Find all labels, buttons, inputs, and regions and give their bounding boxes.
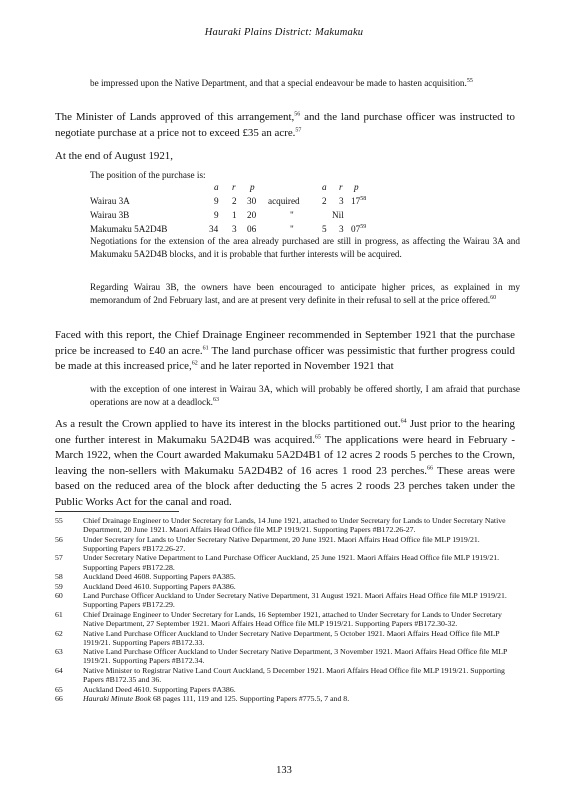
- cell: 3: [339, 224, 344, 234]
- footnotes: [55, 516, 515, 704]
- body-text: and he later reported in November 1921 that: [197, 360, 394, 372]
- col-perches: p: [250, 182, 255, 192]
- ditto-mark: ": [290, 210, 294, 220]
- footnote-number: 58: [55, 572, 63, 582]
- running-header: Hauraki Plains District: Makumaku: [204, 27, 364, 38]
- footnote-number: 55: [55, 516, 63, 525]
- cell: 34: [209, 224, 219, 234]
- footnote-text: 68 pages 111, 119 and 125. Supporting Papers #775.5, 7 and 8.: [151, 694, 350, 704]
- body-text: As a result the Crown applied to have its interest in the blocks partitioned out.: [55, 418, 401, 430]
- footnote: [55, 591, 515, 609]
- footnote-number: 61: [55, 609, 63, 619]
- cell: [351, 196, 366, 206]
- quote-paragraph: [90, 281, 520, 307]
- quote-paragraph: [90, 383, 520, 409]
- purchase-table: [90, 182, 430, 235]
- cell: [351, 224, 366, 234]
- footnote-text: Native Land Purchase Officer Auckland to Under Secretary Native Department, 3 November 1921. Maori Affairs Head Office file MLP 1919/21. Supporting Papers #B172.34.: [83, 647, 508, 666]
- footnote: [55, 516, 515, 534]
- cell: 2: [322, 196, 327, 206]
- footnote-ref: 57: [295, 126, 302, 133]
- footnote: [55, 553, 515, 571]
- footnote: [55, 610, 515, 628]
- footnote-number: 56: [55, 534, 63, 544]
- block-name: Makumaku 5A2D4B: [90, 224, 168, 234]
- footnote-text: Auckland Deed 4610. Supporting Papers #A386.: [83, 581, 236, 591]
- footnote-text: Under Secretary for Lands to Under Secretary Native Department, 20 June 1921. Maori Affairs Head Office file MLP 1919/21. Supporting Papers #B172.26-27.: [83, 534, 480, 553]
- footnote-ref: 55: [466, 77, 473, 84]
- body-paragraph: [55, 328, 515, 375]
- cell: 5: [322, 224, 327, 234]
- footnote-number: 57: [55, 553, 63, 563]
- col-roods: r: [232, 182, 236, 192]
- body-text: Faced with this report, the Chief Drainage Engineer recommended in September 1921 that the purchase price be increased to £40 an acre.: [55, 329, 515, 357]
- quote-text: Regarding Wairau 3B, the owners have been encouraged to anticipate higher prices, as explained in my memorandum of 2nd February last, and are at present very definite in their refusal to sell at the price offered.: [90, 282, 520, 305]
- block-name: Wairau 3A: [90, 196, 130, 206]
- footnote-ref: 59: [360, 223, 367, 230]
- footnote-number: 64: [55, 665, 63, 675]
- col-roods: r: [339, 182, 343, 192]
- footnote: [55, 535, 515, 553]
- footnote-text-italic: Hauraki Minute Book: [83, 694, 151, 704]
- footnote: [55, 666, 515, 684]
- col-acres: a: [322, 182, 327, 192]
- cell: 30: [247, 196, 257, 206]
- cell-value: 07: [351, 224, 361, 234]
- body-text: The Minister of Lands approved of this arrangement,: [55, 111, 295, 123]
- footnote-text: Chief Drainage Engineer to Under Secretary for Lands, 16 September 1921, attached to Under Secretary for Lands to Under Secretary Native Department, 27 September 1921. Maori Affairs Head Office file MLP 1919/21. Supporting Papers #B172.30-32.: [83, 609, 502, 629]
- footnote-text: Chief Drainage Engineer to Under Secretary for Lands, 14 June 1921, attached to Under Secretary for Lands to Under Secretary Native Department, 20 June 1921. Maori Affairs Head Office file MLP 1919/21. Supporting Papers #B172.26-27.: [83, 516, 506, 535]
- ditto-mark: ": [290, 224, 294, 234]
- cell: 20: [247, 210, 257, 220]
- footnote-ref: 58: [360, 195, 367, 202]
- footnote-text: Auckland Deed 4608. Supporting Papers #A385.: [83, 572, 236, 582]
- footnote-number: 62: [55, 628, 63, 638]
- footnote-number: 63: [55, 647, 63, 657]
- cell: 3: [339, 196, 344, 206]
- footnote-number: 65: [55, 684, 63, 694]
- footnote-number: 59: [55, 581, 63, 591]
- body-text: and the land purchase officer was instructed to negotiate purchase at a price not to exceed £35 an acre.: [55, 111, 515, 139]
- body-paragraph: [55, 417, 515, 510]
- footnote-number: 66: [55, 694, 63, 704]
- cell: 9: [214, 196, 219, 206]
- quote-text: with the exception of one interest in Wairau 3A, which will probably be offered shortly, I am afraid that purchase operations are now at a deadlock.: [90, 384, 520, 407]
- footnote: [55, 685, 515, 694]
- cell: 9: [214, 210, 219, 220]
- body-text: The applications were heard in February - March 1922, when the Court awarded Makumaku 5A2D4B1 of 12 acres 2 roods 5 perches to the Crown, leaving the non-sellers with Makumaku 5A2D4B2 of 16 acres 1 rood 23 perches.: [55, 433, 515, 477]
- page-number: 133: [276, 765, 292, 776]
- cell: acquired: [268, 196, 300, 206]
- footnote-ref: 64: [400, 418, 407, 425]
- footnote-text: Native Minister to Registrar Native Land Court Auckland, 5 December 1921. Maori Affairs Head Office file MLP 1919/21. Supporting Papers #B172.35 and 36.: [83, 665, 505, 685]
- block-name: Wairau 3B: [90, 210, 130, 220]
- body-paragraph: At the end of August 1921,: [55, 150, 173, 162]
- cell: 2: [232, 196, 237, 206]
- footnote: [55, 572, 515, 581]
- body-paragraph: [55, 110, 515, 141]
- footnote-ref: 65: [314, 433, 321, 440]
- footnote-ref: 66: [427, 464, 434, 471]
- col-perches: p: [354, 182, 359, 192]
- footnote-text: Under Secretary Native Department to Land Purchase Officer Auckland, 25 June 1921. Maori Affairs Head Office file MLP 1919/21. Supporting Papers #B172.28.: [83, 553, 500, 572]
- footnote-text: Land Purchase Officer Auckland to Under Secretary Native Department, 31 August 1921. Maori Affairs Head Office file MLP 1919/21. Supporting Papers #B172.29.: [83, 591, 507, 610]
- footnote: [55, 629, 515, 647]
- footnote-text: Auckland Deed 4610. Supporting Papers #A386.: [83, 684, 236, 694]
- body-text: Just prior to the hearing one further interest in Makumaku 5A2D4B was acquired.: [55, 418, 515, 446]
- quote-text: Negotiations for the extension of the area already purchased are still in progress, as affecting the Wairau 3A and Makumaku 5A2D4B blocks, and it is probable that further interests will be acquired.: [90, 236, 520, 259]
- footnote-divider: [55, 511, 179, 512]
- table-header: [90, 182, 430, 193]
- col-acres: a: [214, 182, 219, 192]
- body-text: These areas were based on the reduced area of the block after deducting the 5 acres 2 roods 23 perches taken under the Public Works Act for the canal and road.: [55, 464, 515, 508]
- cell: 06: [247, 224, 257, 234]
- cell: Nil: [332, 210, 344, 220]
- footnote-ref: 61: [202, 344, 209, 351]
- quote-text: be impressed upon the Native Department, and that a special endeavour be made to hasten acquisition.: [90, 78, 467, 88]
- table-row: [90, 210, 430, 221]
- footnote-ref: 63: [212, 396, 219, 403]
- cell: 3: [232, 224, 237, 234]
- footnote-ref: 62: [191, 360, 198, 367]
- footnote: [55, 647, 515, 665]
- footnote: [55, 694, 515, 703]
- footnote-ref: 56: [294, 111, 301, 118]
- footnote-text: Native Land Purchase Officer Auckland to Under Secretary Native Department, 5 October 1921. Maori Affairs Head Office file MLP 1919/21. Supporting Papers #B172.33.: [83, 628, 500, 647]
- footnote-number: 60: [55, 591, 63, 601]
- quote-continuation: [90, 77, 520, 90]
- cell-value: 17: [351, 196, 361, 206]
- table-row: [90, 196, 430, 207]
- body-text: The land purchase officer was pessimistic that further progress could be made at this increased price,: [55, 344, 515, 372]
- footnote-ref: 60: [490, 294, 497, 301]
- quote-text: The position of the purchase is:: [90, 170, 206, 180]
- footnote: [55, 582, 515, 591]
- table-row: [90, 224, 430, 235]
- cell: 1: [232, 210, 237, 220]
